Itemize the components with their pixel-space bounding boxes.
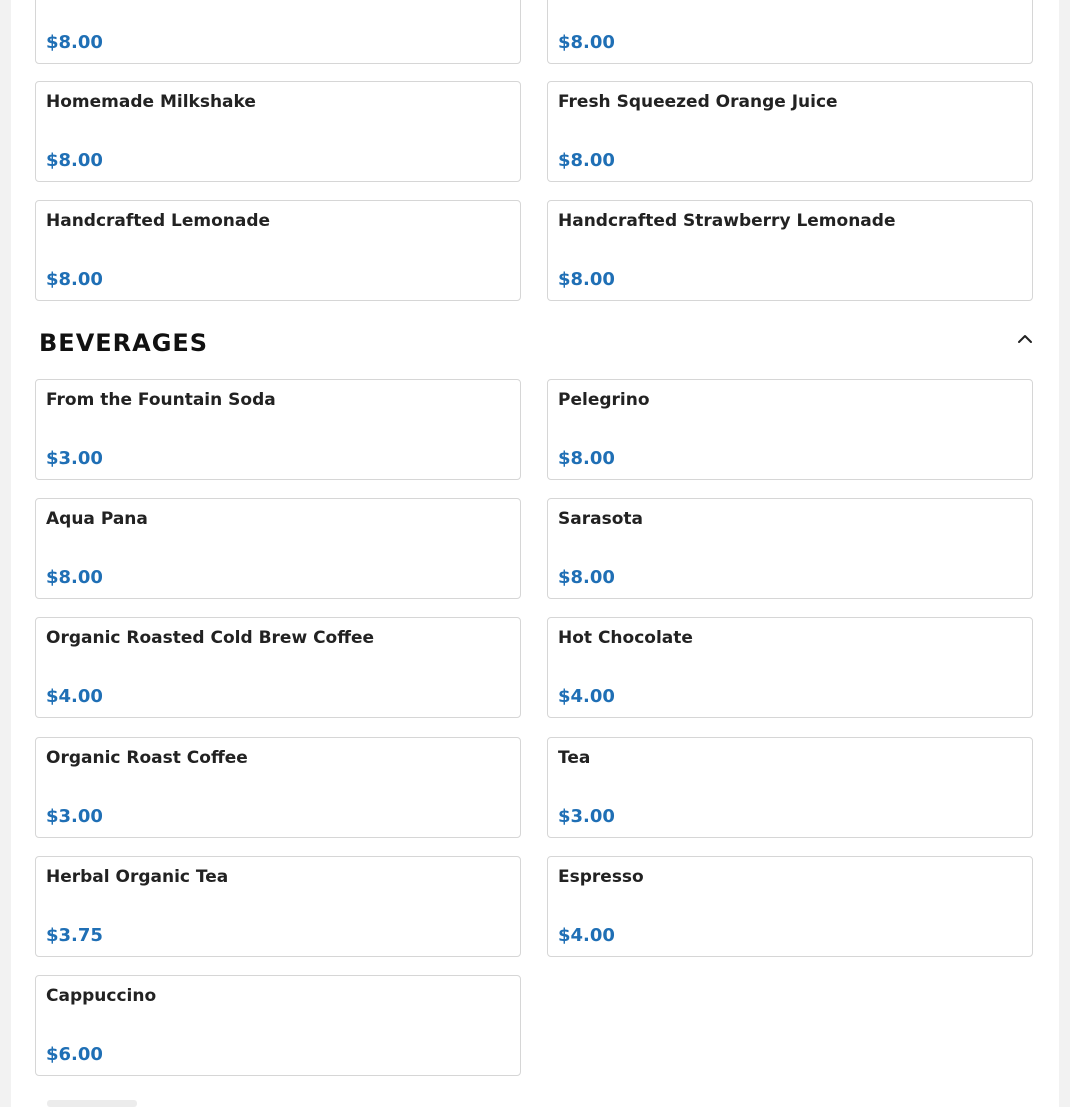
- menu-item-name: Fresh Squeezed Orange Juice: [558, 92, 838, 112]
- menu-item-name: Handcrafted Lemonade: [46, 211, 271, 231]
- section-title-beverages: BEVERAGES: [39, 329, 209, 357]
- menu-item-name: Cappuccino: [46, 986, 157, 1006]
- menu-item-name: Sarasota: [558, 509, 643, 529]
- menu-item-price: $3.00: [558, 806, 615, 827]
- menu-item-card[interactable]: [35, 0, 521, 64]
- chevron-up-icon: [1017, 334, 1033, 344]
- menu-item-price: $8.00: [558, 448, 615, 469]
- menu-item-price: $8.00: [46, 150, 103, 171]
- menu-item-price: $8.00: [558, 567, 615, 588]
- menu-item-price: $3.75: [46, 925, 103, 946]
- menu-item-card[interactable]: [35, 81, 521, 182]
- menu-item-card[interactable]: [35, 856, 521, 957]
- menu-item-card[interactable]: [35, 498, 521, 599]
- menu-item-card[interactable]: [547, 498, 1033, 599]
- menu-item-card[interactable]: [35, 975, 521, 1076]
- menu-item-price: $8.00: [558, 150, 615, 171]
- menu-item-name: Hot Chocolate: [558, 628, 693, 648]
- menu-item-name: Organic Roast Coffee: [46, 748, 248, 768]
- menu-item-name: Herbal Organic Tea: [46, 867, 229, 887]
- menu-item-price: $4.00: [558, 686, 615, 707]
- menu-item-price: $8.00: [558, 32, 615, 53]
- menu-item-price: $8.00: [46, 269, 103, 290]
- menu-item-price: $6.00: [46, 1044, 103, 1065]
- menu-item-price: $3.00: [46, 448, 103, 469]
- menu-item-price: $8.00: [46, 567, 103, 588]
- menu-item-price: $4.00: [46, 686, 103, 707]
- menu-item-name: Homemade Milkshake: [46, 92, 256, 112]
- menu-item-name: From the Fountain Soda: [46, 390, 276, 410]
- next-section-placeholder: [47, 1100, 137, 1107]
- menu-panel: [11, 0, 1059, 1107]
- menu-item-price: $8.00: [558, 269, 615, 290]
- section-collapse-toggle[interactable]: [1014, 328, 1036, 350]
- menu-item-card[interactable]: [35, 737, 521, 838]
- menu-item-card[interactable]: [35, 617, 521, 718]
- menu-item-name: Handcrafted Strawberry Lemonade: [558, 211, 896, 231]
- menu-item-price: $4.00: [558, 925, 615, 946]
- menu-item-card[interactable]: [35, 379, 521, 480]
- menu-item-price: $8.00: [46, 32, 103, 53]
- menu-item-price: $3.00: [46, 806, 103, 827]
- menu-item-name: Aqua Pana: [46, 509, 148, 529]
- menu-item-card[interactable]: [547, 737, 1033, 838]
- menu-item-name: Pelegrino: [558, 390, 650, 410]
- menu-item-card[interactable]: [547, 81, 1033, 182]
- menu-item-card[interactable]: [35, 200, 521, 301]
- menu-item-card[interactable]: [547, 0, 1033, 64]
- menu-item-card[interactable]: [547, 200, 1033, 301]
- menu-item-card[interactable]: [547, 617, 1033, 718]
- menu-item-name: Organic Roasted Cold Brew Coffee: [46, 628, 375, 648]
- menu-item-card[interactable]: [547, 379, 1033, 480]
- menu-item-name: Tea: [558, 748, 591, 768]
- menu-item-card[interactable]: [547, 856, 1033, 957]
- menu-item-name: Espresso: [558, 867, 644, 887]
